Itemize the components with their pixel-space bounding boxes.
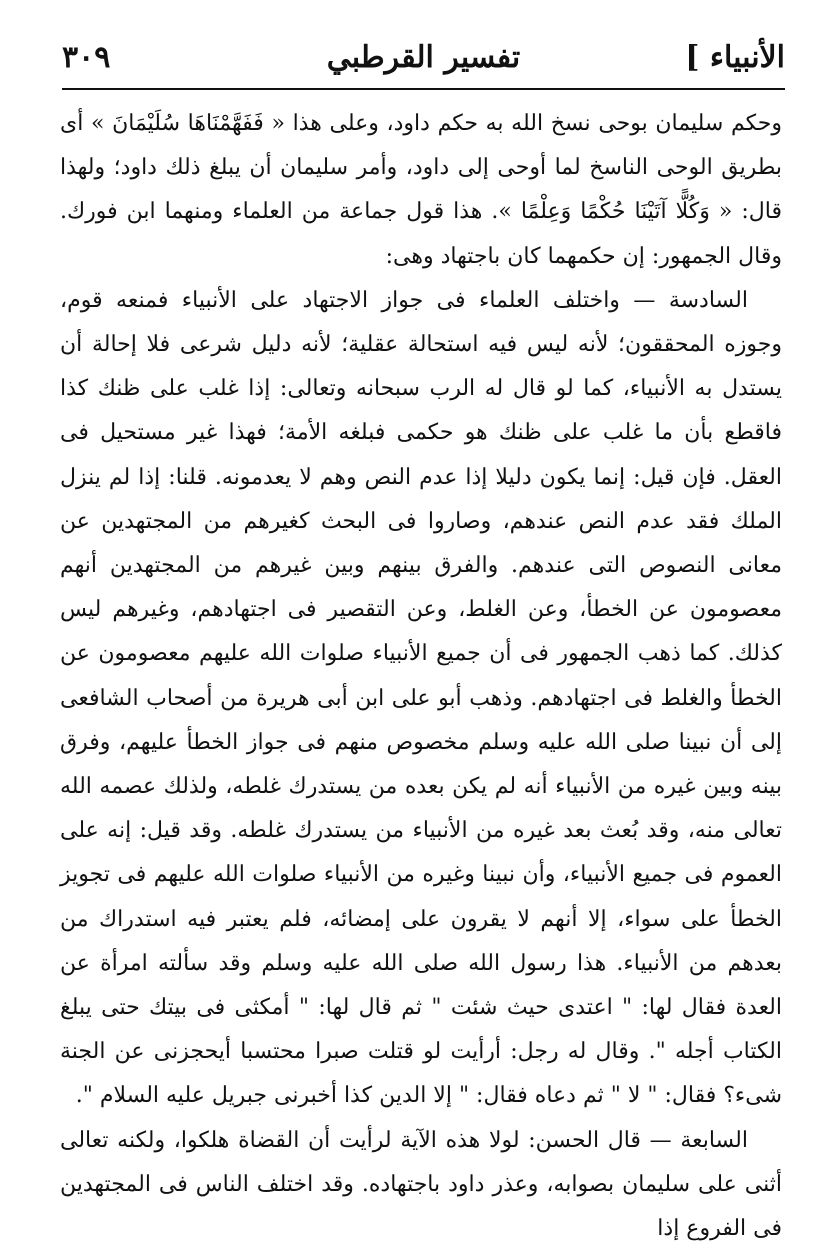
paragraph-seventh: السابعة — قال الحسن: لولا هذه الآية لرأيت أن القضاة هلكوا، ولكنه تعالى أثنى على سليمان بصوابه، وعذر داود باجتهاده. وقد اختلف الناس فى المجتهدين فى الفروع إذا (60, 1127, 782, 1242)
page-body (60, 102, 782, 1242)
running-head-right: الأنبياء ] (685, 40, 785, 75)
page-number: ٣٠٩ (62, 40, 111, 75)
header-rule (62, 88, 785, 90)
page-header (62, 38, 785, 86)
running-head-center: تفسير القرطبي (326, 40, 521, 75)
paragraph-sixth: السادسة — واختلف العلماء فى جواز الاجتهاد على الأنبياء فمنعه قوم، وجوزه المحققون؛ لأنه ليس فيه استحالة عقلية؛ لأنه دليل شرعى فلا إحالة أن يستدل به الأنبياء، كما لو قال له الرب سبحانه وتعالى: إذا غلب على ظنك كذا فاقطع بأن ما غلب على ظنك هو حكمى فبلغه الأمة؛ فهذا غير مستحيل فى العقل. فإن قيل: إنما يكون دليلا إذا عدم النص وهم لا يعدمونه. قلنا: إذا لم ينزل الملك فقد عدم النص عندهم، وصاروا فى البحث كغيرهم من المجتهدين عن معانى النصوص التى عندهم. والفرق بينهم وبين غيرهم من المجتهدين أنهم معصومون عن الخطأ، وعن الغلط، وعن التقصير فى اجتهادهم، وغيرهم ليس كذلك. كما ذهب الجمهور فى أن جميع الأنبياء صلوات الله عليهم معصومون عن الخطأ والغلط فى اجتهادهم. وذهب أبو على ابن أبى هريرة من أصحاب الشافعى إلى أن نبينا صلى الله عليه وسلم مخصوص منهم فى جواز الخطأ عليهم، وفرق بينه وبين غيره من الأنبياء أنه لم يكن بعده من يستدرك غلطه، ولذلك عصمه الله تعالى منه، وقد بُعث بعد غيره من الأنبياء من يستدرك غلطه. وقد قيل: إنه على العموم فى جميع الأنبياء، وأن نبينا وغيره من الأنبياء صلوات الله عليهم فى تجويز الخطأ على سواء، إلا أنهم لا يقرون على إمضائه، فلم يعتبر فيه استدراك من بعدهم من الأنبياء. هذا رسول الله صلى الله عليه وسلم وقد سألته امرأة عن العدة فقال لها: " اعتدى حيث شئت " ثم قال لها: " أمكثى فى بيتك حتى يبلغ الكتاب أجله ". وقال له رجل: أرأيت لو قتلت صبرا محتسبا أيحجزنى عن الجنة شىء؟ فقال: " لا " ثم دعاه فقال: " إلا الدين كذا أخبرنى جبريل عليه السلام ". (60, 287, 782, 1109)
paragraph-continuation: وحكم سليمان بوحى نسخ الله به حكم داود، وعلى هذا « فَفَهَّمْنَاهَا سُلَيْمَانَ » أى بطريق الوحى الناسخ لما أوحى إلى داود، وأمر سليمان أن يبلغ ذلك داود؛ ولهذا قال: « وَكُلًّا آتَيْنَا حُكْمًا وَعِلْمًا ». هذا قول جماعة من العلماء ومنهما ابن فورك. وقال الجمهور: إن حكمهما كان باجتهاد وهى: (60, 111, 782, 269)
